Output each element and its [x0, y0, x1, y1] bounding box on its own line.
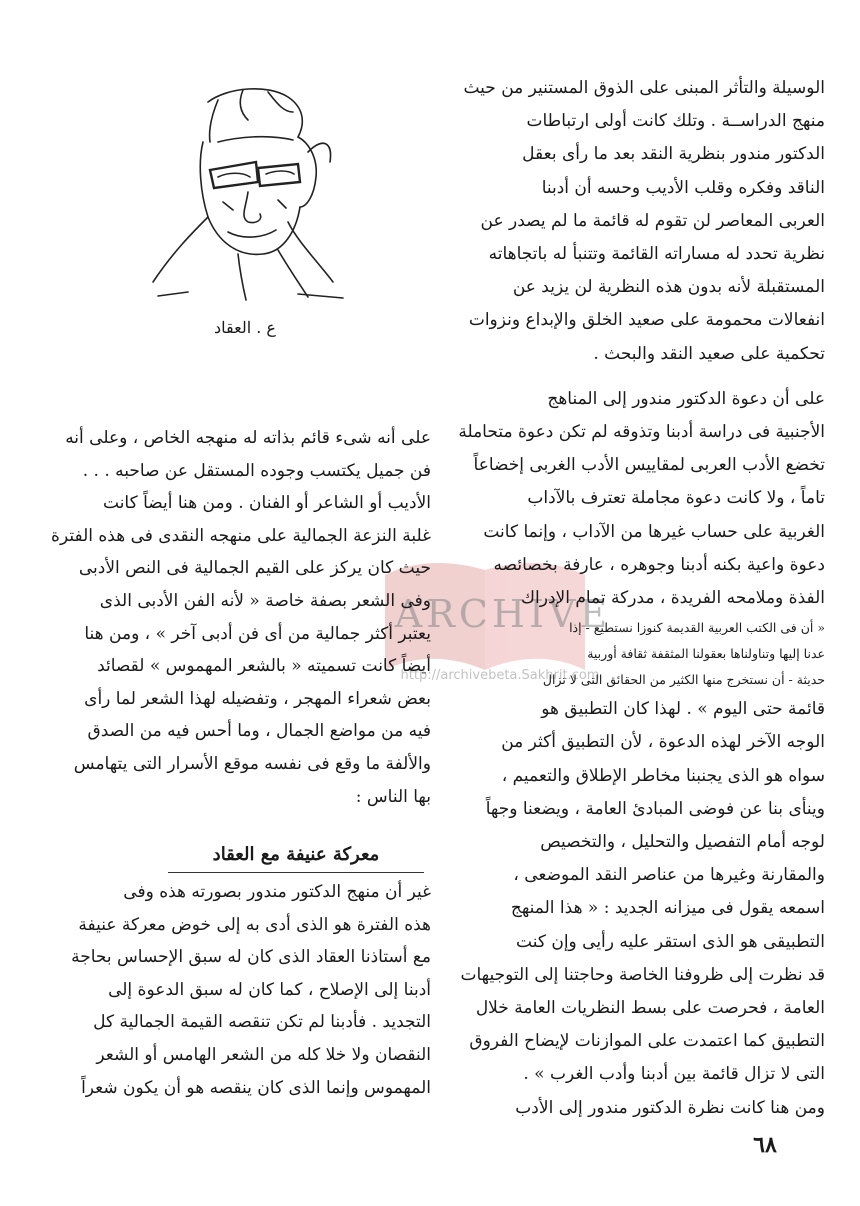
text-line: تاماً ، ولا كانت دعوة مجاملة تعترف بالآداب [527, 488, 825, 509]
text-line: قائمة حتى اليوم » . لهذا كان التطبيق هو [541, 699, 825, 720]
text-line: اسمعه يقول فى ميزانه الجديد : « هذا المنهج [510, 898, 825, 919]
text-line: نظرية تحدد له مساراته القائمة وتتنبأ له باتجاهاته [488, 244, 825, 265]
left-text-column-lower [71, 876, 431, 1104]
text-line: قد نظرت إلى ظروفنا الخاصة وحاجتنا إلى التوجيهات [460, 964, 825, 985]
section-heading-text: معركة عنيفة مع العقاد [212, 844, 380, 865]
portrait-caption: ع . العقاد [214, 318, 276, 337]
text-line: النقصان ولا خلا كله من الشعر الهامس أو الشعر [96, 1044, 431, 1065]
text-line: التى لا تزال قائمة بين أدبنا وأدب الغرب » . [523, 1064, 825, 1085]
text-line: والمقارنة وغيرها من عناصر النقد الموضعى ، [513, 865, 825, 886]
text-line: التطبيق كما اعتمدت على الموازنات لإيضاح الفروق [469, 1031, 825, 1052]
paragraph [447, 693, 825, 1125]
section-heading [160, 838, 432, 872]
text-line: وفى الشعر بصفة خاصة « لأنه الفن الأدبى الذى [99, 590, 431, 611]
quote-line: عدنا إليها وتناولناها بعقولنا المثقفة ثقافة أوربية [587, 646, 825, 662]
heading-underline [168, 872, 424, 873]
text-line: تحكمية على صعيد النقد والبحث . [593, 343, 825, 364]
text-line: غلبة النزعة الجمالية على منهجه النقدى فى هذه الفترة [51, 525, 431, 546]
text-line: أدبنا إلى الإصلاح ، كما كان له سبق الدعوة إلى [108, 979, 431, 1000]
text-line: يعتبر أكثر جمالية من أى فن أدبى آخر » ، ومن هنا [84, 623, 431, 644]
text-line: الفذة وملامحه الفريدة ، مدركة تمام الإدراك [521, 588, 825, 609]
text-line: منهج الدراســة . وتلك كانت أولى ارتباطات [526, 111, 825, 132]
text-line: الأجنبية فى دراسة أدبنا وتذوقه لم تكن دعوة متحاملة [458, 422, 825, 443]
text-line: الدكتور مندور بنظرية النقد بعد ما رأى بعقل [522, 144, 825, 165]
text-line: بعض شعراء المهجر ، وتفضيله لهذا الشعر لما رأى [84, 688, 431, 709]
text-line: المهموس وإنما الذى كان ينقصه هو أن يكون شعراً [81, 1077, 431, 1098]
paragraph [447, 383, 825, 615]
text-line: الوجه الآخر لهذه الدعوة ، لأن التطبيق أكثر من [501, 732, 825, 753]
text-line: دعوة واعية بكنه أدبنا وجوهره ، عارفة بخصائصه [493, 554, 825, 575]
text-line: أيضاً كانت تسميته « بالشعر المهموس » لقصائد [97, 656, 431, 677]
text-line: المستقبلة لأنه بدون هذه النظرية لن يزيد عن [512, 277, 825, 298]
text-line: حيث كان يركز على القيم الجمالية فى النص الأدبى [78, 558, 431, 579]
text-line: الوسيلة والتأثر المبنى على الذوق المستنير من حيث [463, 78, 825, 98]
text-line: انفعالات محمومة على صعيد الخلق والإبداع ونزوات [468, 310, 825, 331]
text-line: سواه هو الذى يجنبنا مخاطر الإطلاق والتعميم ، [501, 765, 825, 786]
text-line: الناقد وفكره وقلب الأديب وحسه أن أدبنا [541, 177, 825, 198]
right-text-column [447, 72, 825, 1125]
text-line: بها الناس : [355, 786, 431, 807]
page-number: ٦٨ [753, 1132, 777, 1158]
block-quote [447, 615, 825, 693]
text-line: العربى المعاصر لن تقوم له قائمة ما لم يصدر عن [480, 210, 825, 231]
text-line: تخضع الأدب العربى لمقاييس الأدب الغربى إخضاعاً [473, 455, 825, 476]
text-line: على أن دعوة الدكتور مندور إلى المناهج [547, 388, 825, 409]
left-text-column [51, 422, 431, 813]
watermark-text: ARCHIVE [394, 592, 612, 636]
text-line: فيه من مواضع الجمال ، وما أحس فيه من الصدق [87, 721, 431, 742]
text-line: فن جميل يكتسب وجوده المستقل عن صاحبه . . . [82, 460, 431, 481]
text-line: الأديب أو الشاعر أو الفنان . ومن هنا أيضاً كانت [103, 493, 431, 514]
paragraph [51, 422, 431, 813]
quote-line: « أن فى الكتب العربية القديمة كنوزا نستطيع - إذا [569, 620, 825, 636]
paragraph [447, 72, 825, 371]
text-line: ومن هنا كانت نظرة الدكتور مندور إلى الأدب [515, 1097, 825, 1118]
text-line: والألفة ما وقع فى نفسه موقع الأسرار التى يتهامس [73, 753, 431, 774]
text-line: التجديد . فأدبنا لم تكن تنقصه القيمة الجمالية كل [93, 1012, 431, 1033]
quote-line: حديثة - أن نستخرج منها الكثير من الحقائق التى لا تزال [542, 672, 825, 688]
text-line: هذه الفترة هو الذى أدى به إلى خوض معركة عنيفة [78, 914, 431, 935]
text-line: العامة ، فحرصت على بسط النظريات العامة خلال [475, 998, 825, 1019]
text-line: على أنه شىء قائم بذاته له منهجه الخاص ، وعلى أنه [65, 428, 431, 448]
text-line: غير أن منهج الدكتور مندور بصورته هذه وفى [123, 882, 431, 902]
portrait-sketch-image [148, 82, 348, 304]
paragraph [71, 876, 431, 1104]
text-line: مع أستاذنا العقاد الذى كان له سبق الإحساس بحاجة [71, 947, 431, 968]
text-line: وينأى بنا عن فوضى المبادئ العامة ، ويضعنا وجهاً [485, 798, 825, 819]
text-line: التطبيقى هو الذى استقر عليه رأيى وإن كنت [516, 931, 825, 952]
watermark-url: http://archivebeta.Sakhrit.com [400, 668, 600, 683]
text-line: لوجه أمام التفصيل والتحليل ، والتخصيص [540, 832, 825, 853]
text-line: الغربية على حساب غيرها من الآداب ، وإنما كانت [483, 521, 825, 542]
